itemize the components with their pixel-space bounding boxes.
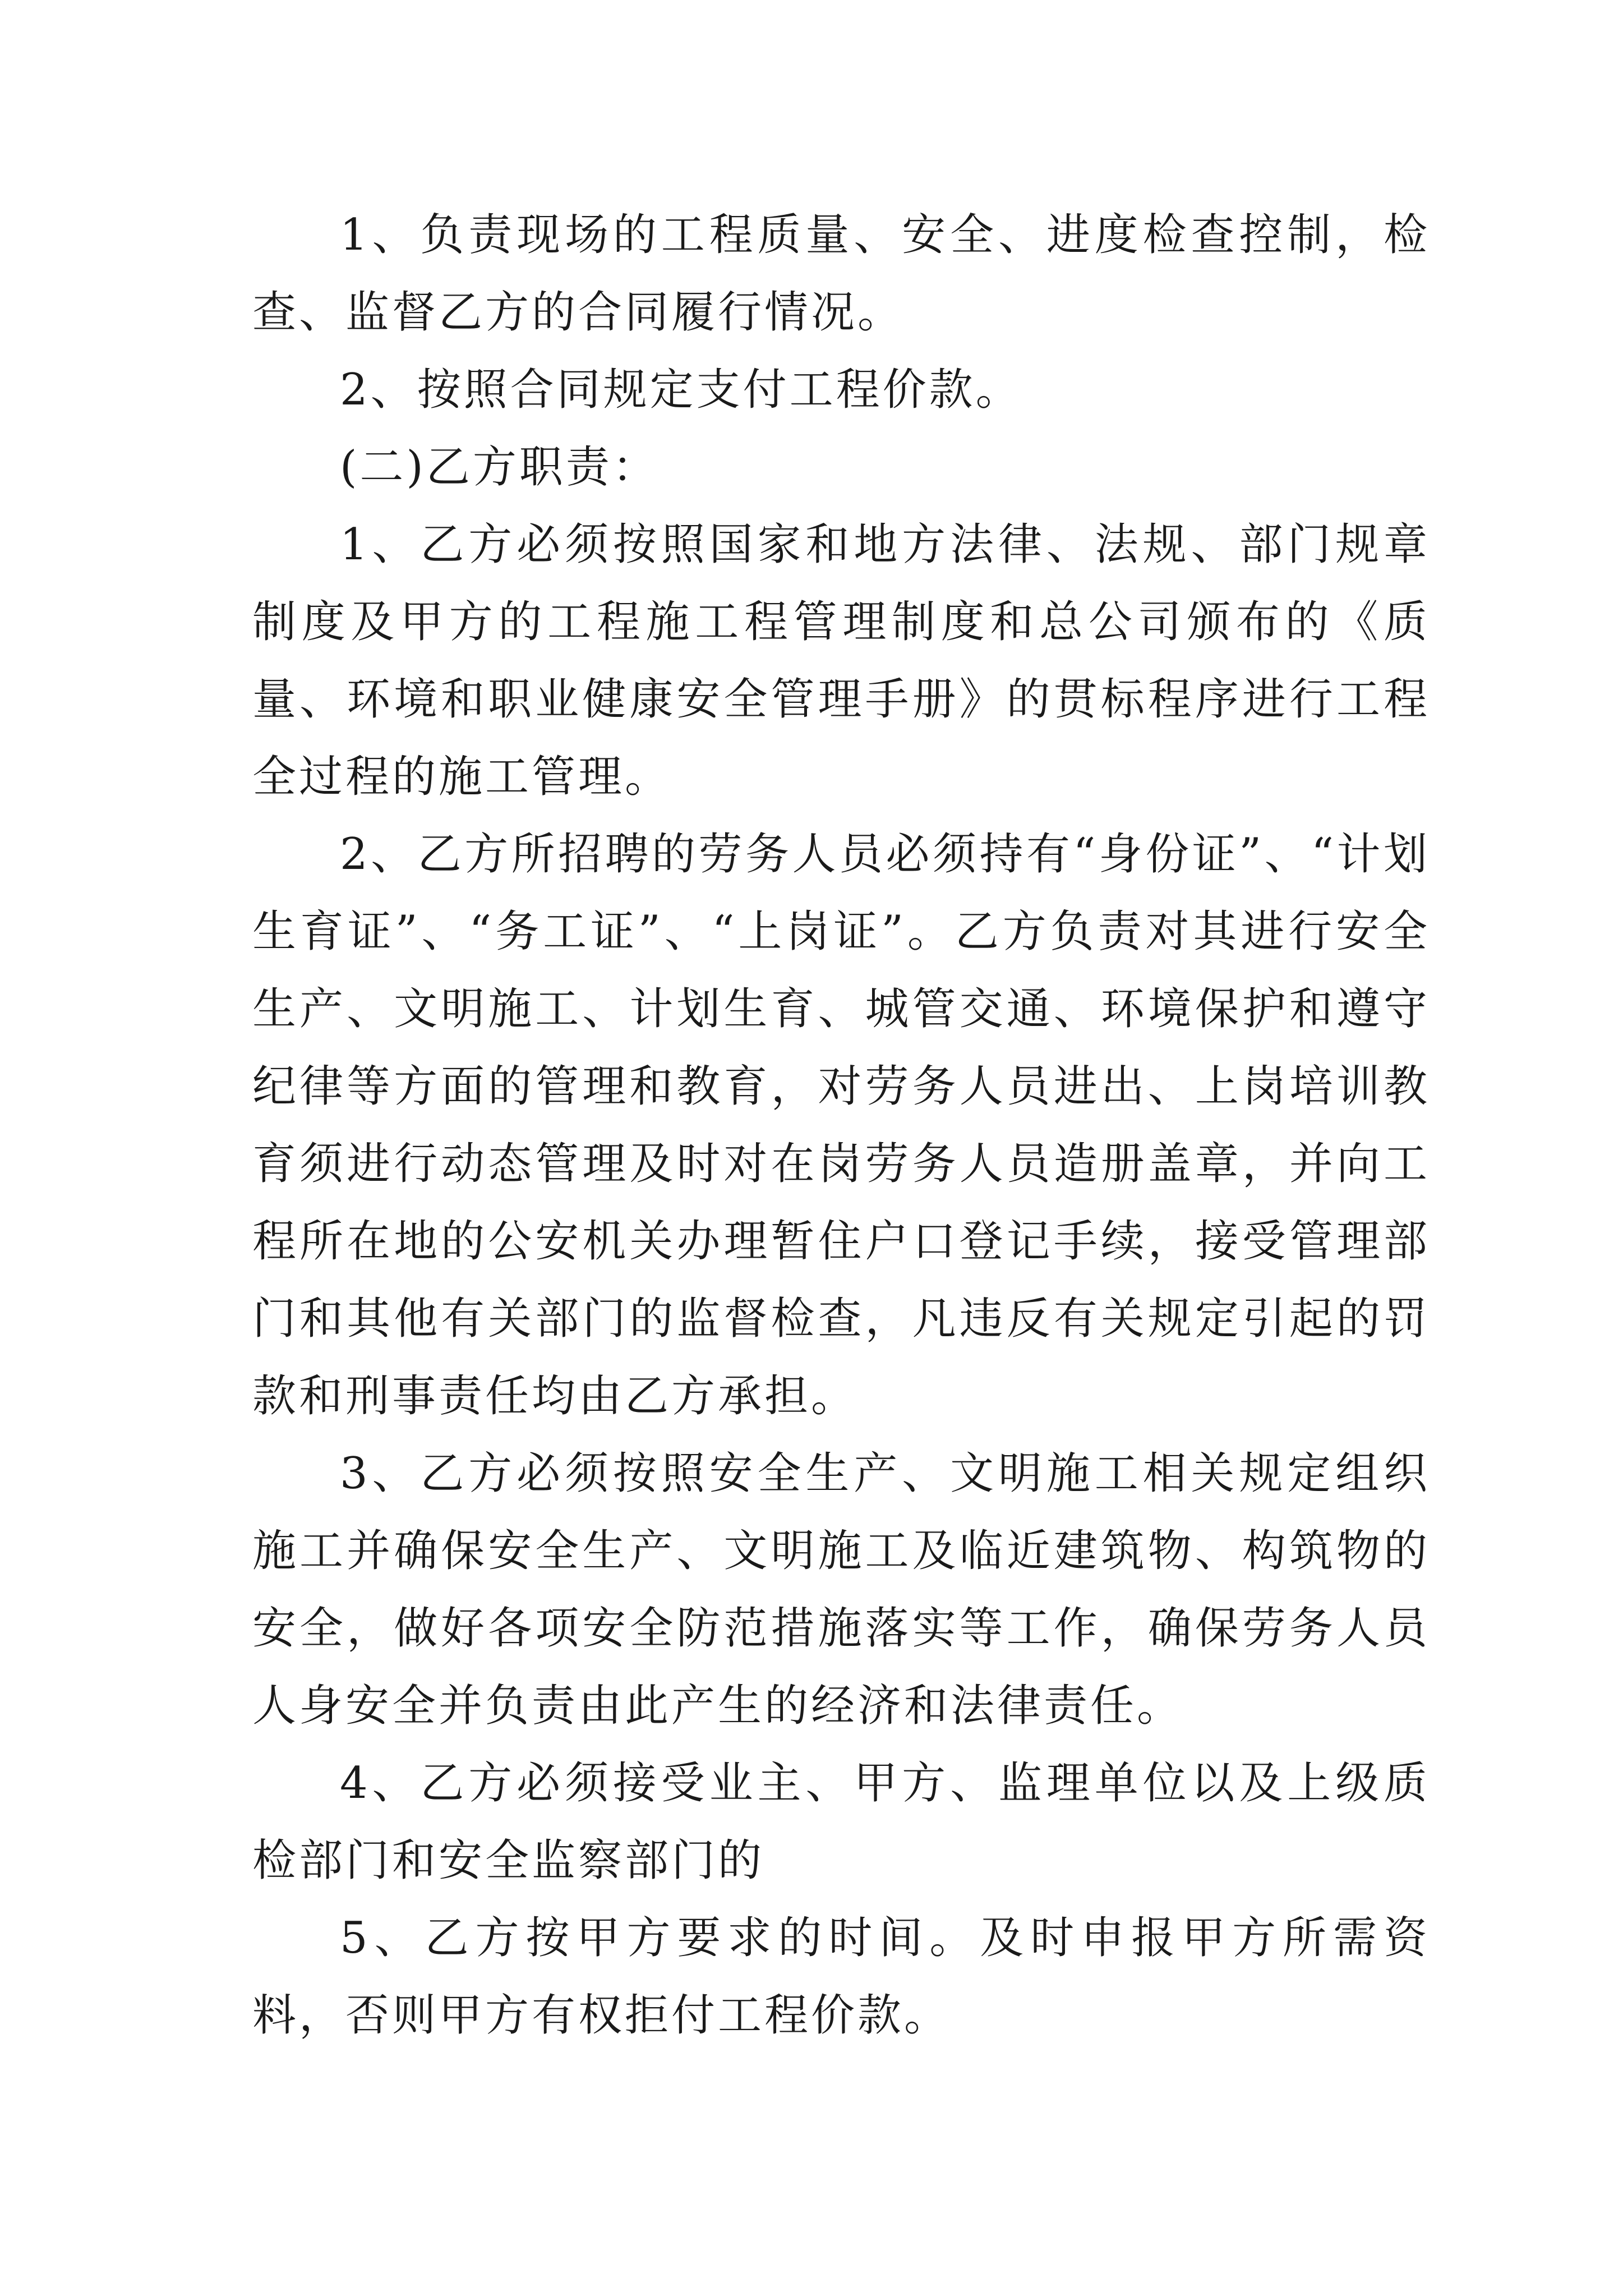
paragraph-party-b-duty-3: 3、乙方必须按照安全生产、文明施工相关规定组织施工并确保安全生产、文明施工及临近建筑物、构筑物的安全，做好各项安全防范措施落实等工作，确保劳务人员人身安全并负责由此产生的经济和法律责任。 [252,1448,1430,1731]
document-body [252,196,1430,2054]
section-heading-party-b: (二)乙方职责： [340,442,659,493]
paragraph-party-b-duty-1: 1、乙方必须按照国家和地方法律、法规、部门规章制度及甲方的工程施工程管理制度和总公司颁布的《质量、环境和职业健康安全管理手册》的贯标程序进行工程全过程的施工管理。 [252,519,1430,802]
paragraph-party-a-duty-2: 2、按照合同规定支付工程价款。 [340,365,1022,415]
paragraph-party-a-duty-1: 1、负责现场的工程质量、安全、进度检查控制，检查、监督乙方的合同履行情况。 [252,210,1430,338]
paragraph-party-b-duty-5: 5、乙方按甲方要求的时间。及时申报甲方所需资料，否则甲方有权拒付工程价款。 [252,1913,1430,2041]
paragraph-party-b-duty-2: 2、乙方所招聘的劳务人员必须持有“身份证”、“计划生育证”、“务工证”、“上岗证”。乙方负责对其进行安全生产、文明施工、计划生育、城管交通、环境保护和遵守纪律等方面的管理和教育，对劳务人员进出、上岗培训教育须进行动态管理及时对在岗劳务人员造册盖章，并向工程所在地的公安机关办理暂住户口登记手续，接受管理部门和其他有关部门的监督检查，凡违反有关规定引起的罚款和刑事责任均由乙方承担。 [252,829,1430,1421]
paragraph-party-b-duty-4: 4、乙方必须接受业主、甲方、监理单位以及上级质检部门和安全监察部门的 [252,1758,1430,1886]
